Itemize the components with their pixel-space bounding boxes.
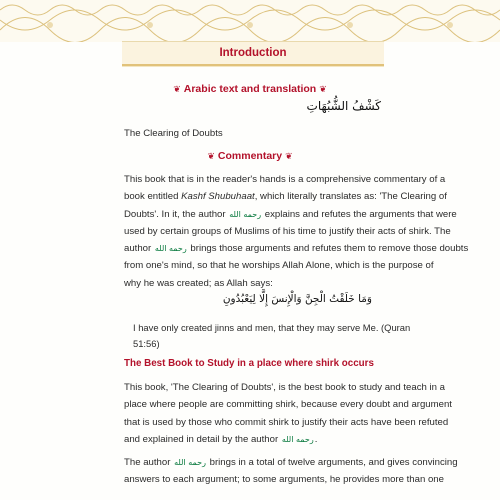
paragraph-line: that is used by those who commit shirk to justify their acts have been refuted	[124, 416, 449, 428]
text-fragment: author	[124, 243, 152, 255]
book-title: Kashf Shubuhaat	[181, 191, 255, 203]
right-ornament-icon: ❦	[319, 83, 327, 94]
text-fragment: explains and refutes the arguments that were	[264, 208, 457, 220]
best-book-heading: The Best Book to Study in a place where shirk occurs	[124, 358, 374, 369]
paragraph-line	[124, 188, 447, 205]
paragraph-line: answers to each argument; to some arguments, he provides more than one	[124, 474, 444, 486]
paragraph-line: from one's mind, so that he worships Allah Alone, which is the purpose of	[124, 260, 434, 272]
paragraph-line	[124, 431, 382, 448]
arabic-title: كَشْفُ الشُّبُهَاتِ	[306, 99, 381, 113]
paragraph-line: used by certain groups of Muslims of his time to justify their acts of shirk. The	[124, 225, 451, 237]
text-fragment: .	[314, 433, 318, 445]
paragraph-line: This book, 'The Clearing of Doubts', is the best book to study and teach in a	[124, 382, 445, 393]
text-fragment: The author	[124, 457, 171, 468]
best-book-paragraph	[124, 379, 452, 448]
paragraph-line: This book that is in the reader's hands is a comprehensive commentary of a	[124, 174, 446, 185]
honorific-icon: رحمه الله	[174, 458, 206, 467]
text-fragment: brings those arguments and refutes them to remove those doubts	[190, 243, 469, 255]
title-translation: The Clearing of Doubts	[124, 128, 223, 139]
commentary-heading	[0, 150, 500, 162]
text-fragment: book entitled	[124, 191, 182, 203]
paragraph-line	[124, 454, 458, 471]
paragraph-line	[124, 240, 469, 257]
quran-translation-line: I have only created jinns and men, that they may serve Me. (Quran	[133, 322, 411, 333]
text-fragment: Doubts'. In it, the author	[124, 208, 226, 220]
left-ornament-icon: ❦	[173, 83, 181, 94]
page-title: Introduction	[219, 47, 287, 59]
right-ornament-icon: ❦	[285, 150, 293, 161]
quran-verse-arabic: وَمَا خَلَقْتُ الْجِنَّ وَالْإِنسَ إِلَّا لِيَعْبُدُونِ	[222, 293, 372, 305]
quran-translation-line: 51:56)	[133, 338, 160, 349]
decorative-border	[0, 0, 500, 42]
text-fragment: , which literally translates as: 'The Clearing of	[254, 191, 447, 203]
arabic-heading-label: Arabic text and translation	[183, 83, 317, 95]
text-fragment: and explained in detail by the author	[124, 433, 279, 445]
text-fragment: brings in a total of twelve arguments, and gives convincing	[209, 457, 458, 468]
introduction-bar	[122, 41, 384, 66]
commentary-heading-label: Commentary	[217, 150, 283, 162]
paragraph-line: place where people are committing shirk, because every doubt and argument	[124, 399, 452, 411]
honorific-icon: رحمه الله	[154, 244, 187, 254]
honorific-icon: رحمه الله	[229, 209, 262, 219]
paragraph-line	[124, 206, 457, 223]
honorific-icon: رحمه الله	[281, 434, 314, 444]
commentary-paragraph	[124, 171, 469, 292]
arguments-paragraph	[124, 454, 458, 489]
paragraph-line: why he was created; as Allah says:	[124, 277, 273, 289]
left-ornament-icon: ❦	[207, 150, 215, 161]
arabic-text-heading	[0, 83, 500, 95]
